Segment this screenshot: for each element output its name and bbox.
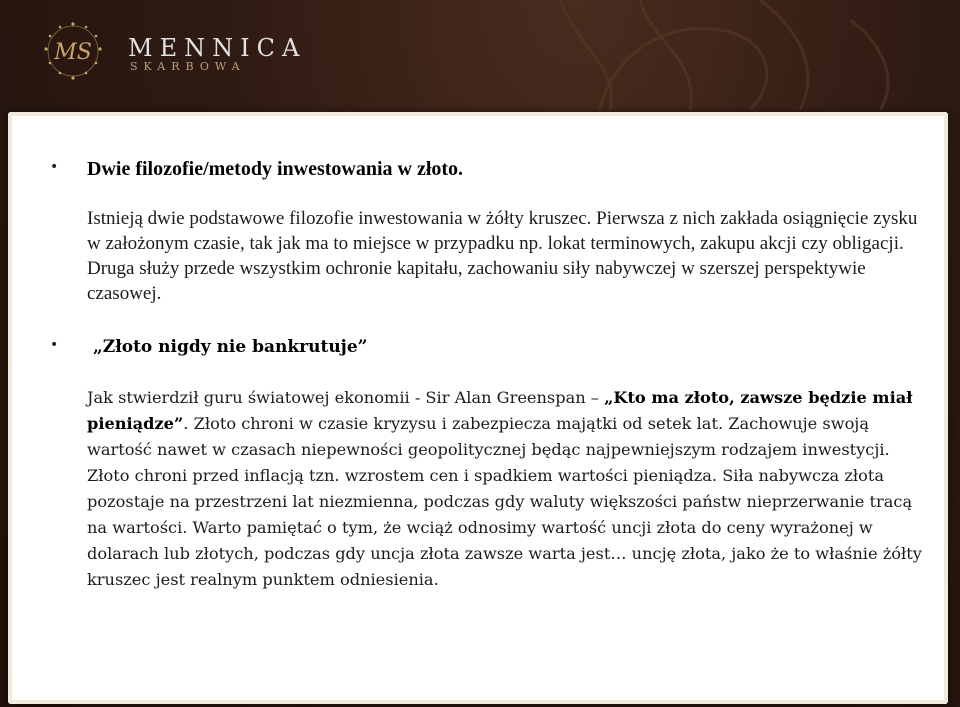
greenspan-quote: „Kto ma złoto, zawsze będzie miał pieniądze”	[87, 388, 913, 433]
paragraph-greenspan-body: . Złoto chroni w czasie kryzysu i zabezpiecza majątki od setek lat. Zachowuje swoją wartość nawet w czasach niepewności geopolitycznej będąc najpewniejszym rodzajem inwestycji. Złoto chroni przed inflacją tzn. wzrostem cen i spadkiem wartości pieniądza. Siła nabywcza złota pozostaje na przestrzeni lat niezmienna, podczas gdy waluty większości państw nieprzerwanie tracą na wartości. Warto pamiętać o tym, że wciąż odnosimy wartość uncji złota do ceny wyrażonej w dolarach lub złotych, podczas gdy uncja złota zawsze warta jest… uncję złota, jako że to właśnie żółty kruszec jest realnym punktem odniesienia.	[87, 414, 922, 589]
svg-text:MS: MS	[54, 40, 92, 65]
paragraph-greenspan	[87, 385, 935, 593]
paragraph-greenspan-intro: Jak stwierdził guru światowej ekonomii - Sir Alan Greenspan –	[87, 388, 605, 407]
content-panel	[8, 112, 948, 704]
paragraph-philosophies: Istnieją dwie podstawowe filozofie inwestowania w żółty kruszec. Pierwsza z nich zakłada osiągnięcie zysku w założonym czasie, tak jak ma to miejsce w przypadku np. lokat terminowych, zakupu akcji czy obligacji. Druga służy przede wszystkim ochronie kapitału, zachowaniu siły nabywczej w szerszej perspektywie czasowej.	[87, 208, 918, 304]
bullet-marker: •	[50, 337, 59, 353]
brand-block	[128, 35, 306, 73]
brand-name: MENNICA	[128, 34, 307, 62]
brand-subtitle: SKARBOWA	[130, 60, 246, 73]
slide-header	[0, 0, 960, 110]
section-heading-philosophies: Dwie filozofie/metody inwestowania w złoto.	[87, 158, 464, 180]
bullet-marker: •	[50, 159, 59, 175]
mennica-monogram-logo	[38, 18, 108, 84]
section-heading-gold-never-bankrupts: „Złoto nigdy nie bankrutuje”	[93, 337, 368, 357]
